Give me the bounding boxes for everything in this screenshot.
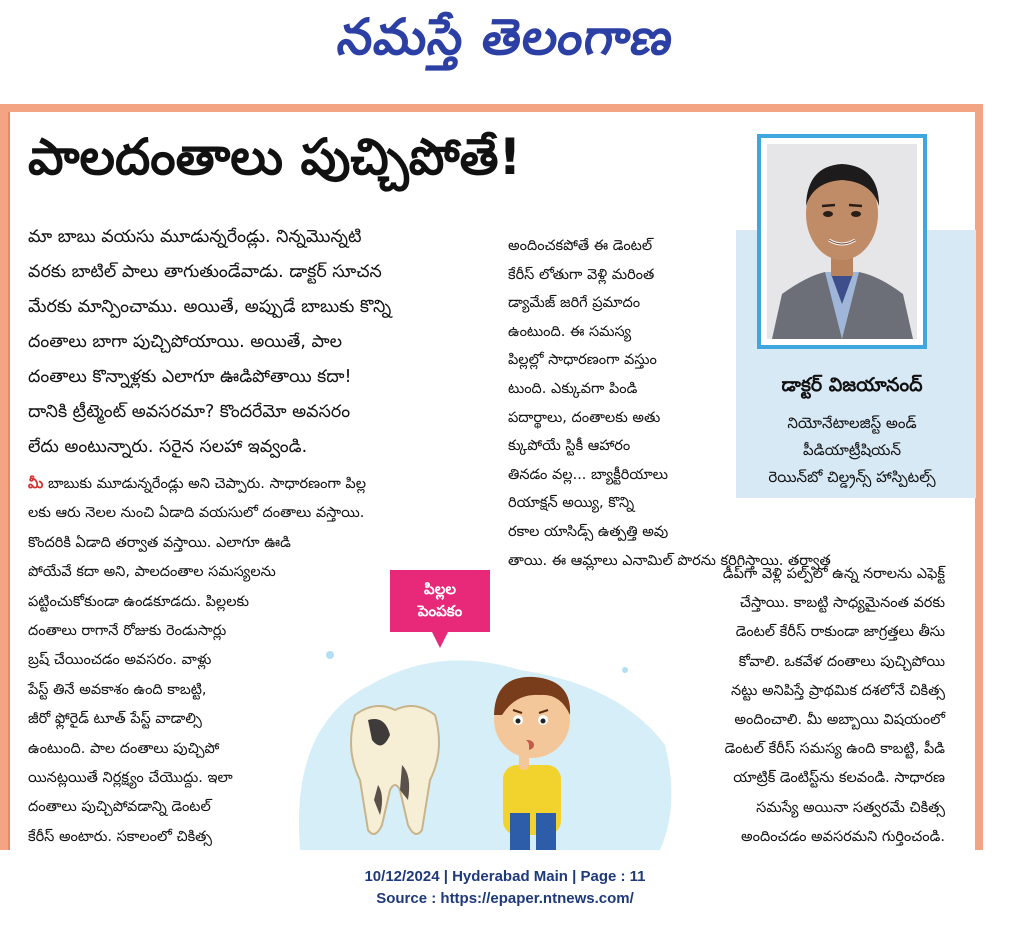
answer-line: నట్టు అనిపిస్తే ప్రాథమిక దశలోనే చికిత్స <box>730 682 945 699</box>
doctor-desc-line: రెయిన్‌బో చిల్డ్రన్స్ హాస్పిటల్స్ <box>768 468 936 486</box>
frame-top-border <box>0 104 982 112</box>
answer-line: లకు ఆరు నెలల నుంచి ఏడాది వయసులో దంతాలు వస్తాయి. <box>28 505 365 522</box>
answer-line: దంతాలు పుచ్చిపోవడాన్ని డెంటల్ <box>28 799 211 816</box>
answer-line: సమస్యే అయినా సత్వరమే చికిత్స <box>756 799 945 816</box>
answer-right-column <box>595 560 945 852</box>
answer-line: అందించడం అవసరమని గుర్తించండి. <box>741 828 945 845</box>
answer-line: అందించాలి. మీ అబ్బాయి విషయంలో <box>734 711 945 728</box>
footer-source-link[interactable]: Source : https://epaper.ntnews.com/ <box>376 890 634 907</box>
answer-line: అందించకపోతే ఈ డెంటల్ <box>508 238 653 254</box>
doctor-desc-line: నియోనేటాలజిస్ట్ అండ్ <box>787 414 917 432</box>
article-headline: పాలదంతాలు పుచ్చిపోతే! <box>28 128 522 186</box>
frame-right-border <box>975 104 983 850</box>
answer-line: డీప్‌గా వెళ్లి పల్ప్‌లో ఉన్న నరాలను ఎఫెక్ట్ <box>722 566 945 582</box>
question-line: దంతాలు కొన్నాళ్లకు ఎలాగూ ఊడిపోతాయి కదా! <box>28 367 352 387</box>
source-footer <box>0 866 1010 910</box>
answer-line: యినట్లయితే నిర్లక్ష్యం చేయొద్దు. ఇలా <box>28 769 233 786</box>
answer-line: పోయేవే కదా అని, పాలదంతాల సమస్యలను <box>28 564 276 581</box>
section-badge-label <box>390 578 490 622</box>
doctor-desc-line: పీడియాట్రీషియన్ <box>803 441 901 459</box>
answer-line: రియాక్షన్ అయ్యి, కొన్ని <box>508 495 635 512</box>
answer-line: డెంటల్ కేరీస్ రాకుండా జాగ్రత్తలు తీసు <box>735 624 945 641</box>
badge-line: పిల్లల <box>424 580 456 598</box>
doctor-name: డాక్టర్ విజయానంద్ <box>781 374 923 396</box>
answer-line: యాట్రిక్ డెంటిస్ట్‌ను కలవండి. సాధారణ <box>733 770 945 787</box>
question-line: లేదు అంటున్నారు. సరైన సలహా ఇవ్వండి. <box>28 437 308 457</box>
masthead <box>0 0 1010 100</box>
answer-line: జీరో ఫ్లోరైడ్ టూత్ పేస్ట్ వాడాల్సి <box>28 711 202 728</box>
answer-line: పేస్ట్ తినే అవకాశం ఉంది కాబట్టి, <box>28 681 207 698</box>
answer-line: పట్టించుకోకుండా ఉండకూడదు. పిల్లలకు <box>28 593 250 610</box>
answer-line <box>28 470 366 499</box>
answer-dropcap: మీ <box>28 476 44 492</box>
answer-line: కేరీస్ లోతుగా వెళ్లి మరింత <box>508 266 655 283</box>
answer-line: కొందరికి ఏడాది తర్వాత వస్తాయి. ఎలాగూ ఊడి <box>28 534 291 551</box>
answer-middle-column <box>508 232 831 575</box>
frame-left-border <box>0 104 8 850</box>
answer-line: చేస్తాయి. కాబట్టి సాధ్యమైనంత వరకు <box>739 595 945 612</box>
footer-date-page: 10/12/2024 | Hyderabad Main | Page : 11 <box>364 868 646 885</box>
answer-line: రకాల యాసిడ్స్ ఉత్పత్తి అవు <box>508 523 669 540</box>
badge-line: పెంపకం <box>417 602 463 620</box>
masthead-title: నమస్తే తెలంగాణ <box>334 8 678 66</box>
question-line: దానికి ట్రీట్మెంట్ అవసరమా? కొందరేమో అవసరం <box>28 402 351 422</box>
question-line: మా బాబు వయసు మూడున్నరేండ్లు. నిన్నమొన్నటి <box>28 227 362 247</box>
answer-line: పిల్లల్లో సాధారణంగా వస్తుం <box>508 352 657 369</box>
answer-line-text: బాబుకు మూడున్నరేండ్లు అని చెప్పారు. సాధారణంగా పిల్ల <box>43 476 367 492</box>
answer-line: డ్యామేజ్ జరిగే ప్రమాదం <box>508 295 641 312</box>
answer-line: బ్రష్ చేయించడం అవసరం. వాళ్లు <box>28 652 212 669</box>
answer-line: ఉంటుంది. పాల దంతాలు పుచ్చిపో <box>28 740 220 757</box>
answer-line: క్కుపోయే స్టికీ ఆహారం <box>508 438 631 455</box>
answer-line: డెంటల్ కేరీస్ సమస్య ఉంది కాబట్టి, పీడి <box>724 741 945 758</box>
frame-left-shade <box>8 112 10 850</box>
answer-line: దంతాలు రాగానే రోజుకు రెండుసార్లు <box>28 622 227 639</box>
answer-line: తినడం వల్ల... బ్యాక్టీరియాలు <box>508 466 668 483</box>
question-line: మేరకు మాన్పించాము. అయితే, అప్పుడే బాబుకు కొన్ని <box>28 297 392 317</box>
reader-question <box>28 220 391 465</box>
answer-line: టుంది. ఎక్కువగా పిండి <box>508 380 638 397</box>
question-line: వరకు బాటిల్ పాలు తాగుతుండేవాడు. డాక్టర్ సూచన <box>28 262 382 282</box>
answer-line: తాయి. ఈ ఆమ్లాలు ఎనామిల్ పొరను కరిగిస్తాయి. తర్వాత <box>508 552 831 569</box>
answer-line: కోవాలి. ఒకవేళ దంతాలు పుచ్చిపోయి <box>738 653 945 670</box>
answer-line: ఉంటుంది. ఈ సమస్య <box>508 323 632 340</box>
question-line: దంతాలు బాగా పుచ్చిపోయాయి. అయితే, పాల <box>28 332 342 352</box>
answer-line: కేరీస్ అంటారు. సకాలంలో చికిత్స <box>28 828 213 845</box>
answer-line: పదార్థాలు, దంతాలకు అతు <box>508 409 661 426</box>
